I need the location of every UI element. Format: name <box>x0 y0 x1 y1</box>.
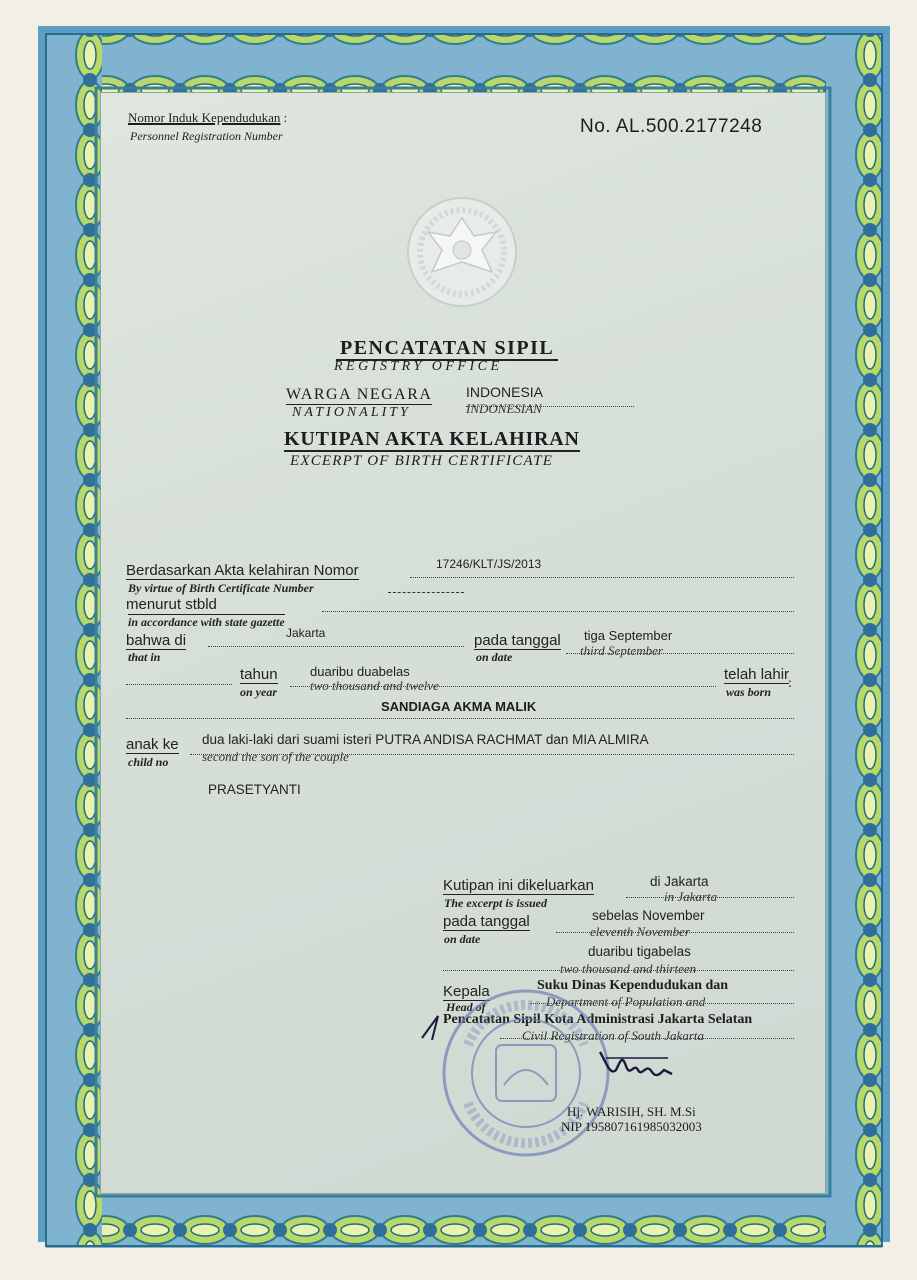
cert-number-label: Berdasarkan Akta kelahiran Nomor <box>126 562 359 579</box>
cert-number-value: 17246/KLT/JS/2013 <box>436 557 542 571</box>
child-order-label-en: child no <box>128 755 169 769</box>
year-label-en: on year <box>240 685 277 699</box>
date-label: pada tanggal <box>474 632 561 649</box>
official-name: Hj. WARISIH, SH. M.Si <box>567 1104 696 1119</box>
head-label-en: Head of <box>446 1000 486 1014</box>
garuda-emblem-icon <box>404 196 520 308</box>
issue-date-label-en: on date <box>444 932 481 946</box>
department-name-2-en: Civil Registration of South Jakarta <box>522 1028 704 1043</box>
nik-label: Nomor Induk Kependudukan : <box>128 110 288 125</box>
nationality-label: WARGA NEGARA <box>286 386 433 403</box>
issue-year-value-en: two thousand and thirteen <box>560 961 697 976</box>
year-value: duaribu duabelas <box>310 664 410 679</box>
nationality-value: INDONESIA <box>466 384 544 400</box>
department-name-en: Department of Population and <box>546 994 706 1009</box>
nik-label-en: Personnel Registration Number <box>130 129 283 143</box>
department-name: Suku Dinas Kependudukan dan <box>537 978 729 993</box>
child-order-value: dua laki-laki dari suami isteri PUTRA ANDISA RACHMAT dan MIA ALMIRA <box>202 732 649 747</box>
certificate-number: No. AL.500.2177248 <box>580 116 763 137</box>
issue-date-value-en: eleventh November <box>590 924 690 939</box>
document-title-en: EXCERPT OF BIRTH CERTIFICATE <box>290 453 554 469</box>
issue-date-label: pada tanggal <box>443 913 530 930</box>
child-order-label: anak ke <box>126 736 179 753</box>
issue-year-value: duaribu tigabelas <box>588 944 691 959</box>
year-value-en: two thousand and twelve <box>310 678 439 693</box>
place-label: bahwa di <box>126 632 187 649</box>
child-name: SANDIAGA AKMA MALIK <box>381 699 537 714</box>
head-label: Kepala <box>443 983 490 1000</box>
issued-label: Kutipan ini dikeluarkan <box>443 877 594 894</box>
place-value: Jakarta <box>286 626 326 640</box>
child-order-value-cont: PRASETYANTI <box>208 782 301 797</box>
office-title-en: REGISTRY OFFICE <box>334 359 503 374</box>
date-value: tiga September <box>584 628 673 643</box>
issued-label-en: The excerpt is issued <box>444 896 547 910</box>
issue-date-value: sebelas November <box>592 908 705 923</box>
date-value-en: third September <box>580 643 663 658</box>
cert-number-label-en: By virtue of Birth Certificate Number <box>128 581 314 595</box>
born-label-en: was born <box>726 685 772 699</box>
signature-icon <box>420 1000 680 1095</box>
stbld-label: menurut stbld <box>126 596 217 613</box>
office-title: PENCATATAN SIPIL <box>336 337 558 361</box>
born-label: telah lahir <box>724 666 790 683</box>
child-order-value-en: second the son of the couple <box>202 749 349 764</box>
department-name-2: Pencatatan Sipil Kota Administrasi Jakarta Selatan <box>443 1012 753 1027</box>
date-label-en: on date <box>476 650 513 664</box>
year-label: tahun <box>240 666 278 683</box>
issued-place-en: in Jakarta <box>664 889 718 904</box>
issued-place: di Jakarta <box>650 874 709 889</box>
document-title: KUTIPAN AKTA KELAHIRAN <box>284 428 580 450</box>
nationality-value-en: INDONESIAN <box>466 401 542 416</box>
nationality-label-en: NATIONALITY <box>292 405 411 420</box>
official-nip: NIP 195807161985032003 <box>561 1119 702 1134</box>
place-label-en: that in <box>128 650 161 664</box>
stbld-label-en: in accordance with state gazette <box>128 615 285 629</box>
